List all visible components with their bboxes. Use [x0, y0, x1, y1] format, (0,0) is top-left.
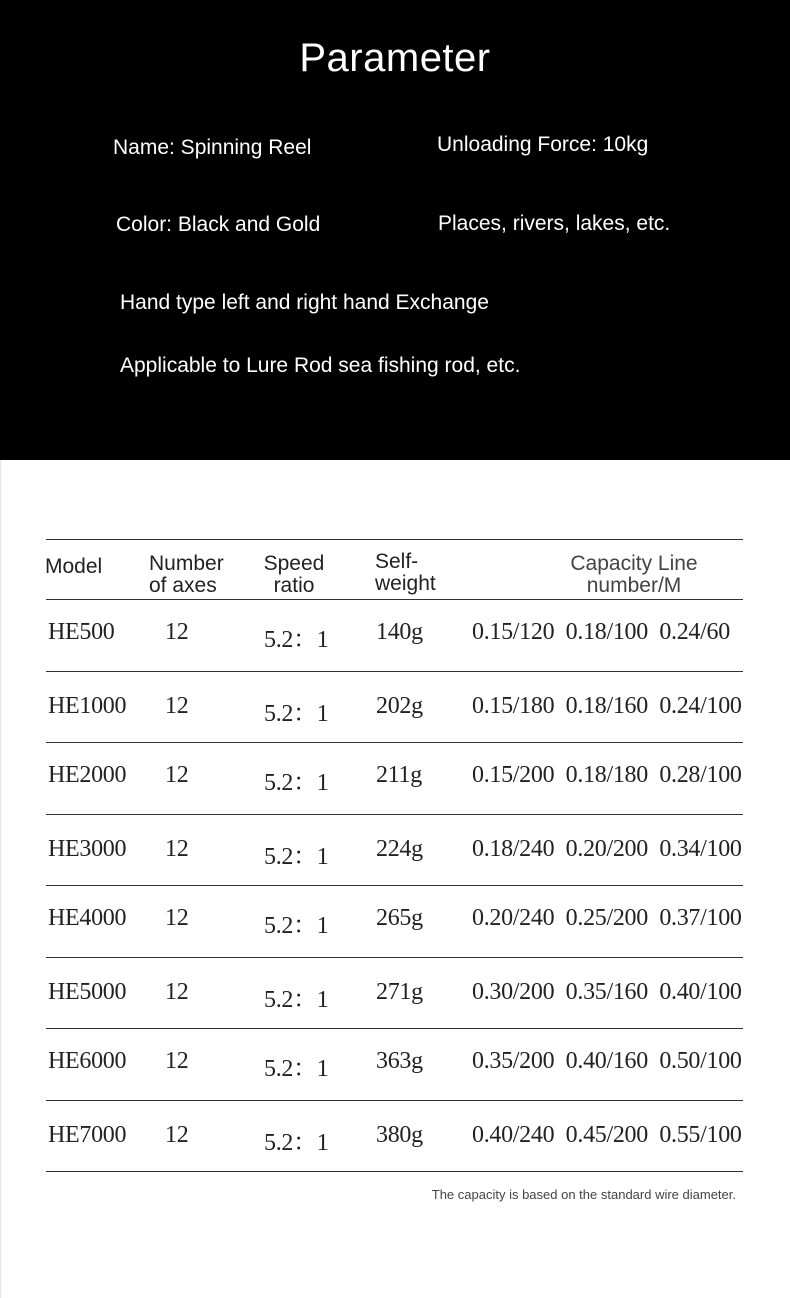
table-top-border [46, 539, 743, 540]
cell-model: HE4000 [48, 905, 127, 931]
cell-ratio: 5.2：1 [264, 844, 329, 870]
param-unloading-force: Unloading Force: 10kg [437, 133, 649, 156]
param-name: Name: Spinning Reel [113, 136, 312, 159]
header-speed-ratio: Speed ratio [263, 552, 325, 597]
param-color: Color: Black and Gold [116, 213, 321, 236]
cell-model: HE500 [48, 619, 115, 645]
cell-model: HE3000 [48, 836, 127, 862]
cell-capacity: 0.35/200 0.40/160 0.50/100 [472, 1048, 742, 1074]
header-number-of-axes: Number of axes [149, 552, 224, 597]
cell-weight: 265g [376, 905, 423, 931]
cell-model: HE7000 [48, 1122, 127, 1148]
cell-axes: 12 [165, 619, 189, 645]
table-bottom-border [46, 1171, 743, 1172]
cell-capacity: 0.20/240 0.25/200 0.37/100 [472, 905, 742, 931]
cell-weight: 211g [376, 762, 422, 788]
cell-axes: 12 [165, 905, 189, 931]
row-divider [46, 1100, 743, 1101]
row-divider [46, 1028, 743, 1029]
cell-model: HE6000 [48, 1048, 127, 1074]
header-model: Model [45, 555, 103, 578]
cell-ratio: 5.2：1 [264, 627, 329, 653]
cell-weight: 363g [376, 1048, 423, 1074]
header-capacity: Capacity Line number/M [570, 552, 698, 597]
header-self-weight: Self- weight [375, 550, 436, 595]
cell-axes: 12 [165, 1122, 189, 1148]
cell-capacity: 0.30/200 0.35/160 0.40/100 [472, 979, 742, 1005]
param-places: Places, rivers, lakes, etc. [438, 212, 671, 235]
cell-ratio: 5.2：1 [264, 770, 329, 796]
cell-capacity: 0.18/240 0.20/200 0.34/100 [472, 836, 742, 862]
param-applicable: Applicable to Lure Rod sea fishing rod, etc. [120, 354, 521, 377]
cell-axes: 12 [165, 1048, 189, 1074]
table-header-border [46, 599, 743, 600]
cell-axes: 12 [165, 762, 189, 788]
cell-ratio: 5.2：1 [264, 701, 329, 727]
row-divider [46, 742, 743, 743]
parameter-header [0, 0, 790, 460]
cell-model: HE5000 [48, 979, 127, 1005]
page-title: Parameter [299, 36, 491, 80]
row-divider [46, 885, 743, 886]
row-divider [46, 671, 743, 672]
capacity-note: The capacity is based on the standard wire diameter. [431, 1187, 736, 1202]
param-hand-type: Hand type left and right hand Exchange [120, 291, 489, 314]
cell-weight: 140g [376, 619, 423, 645]
cell-ratio: 5.2：1 [264, 913, 329, 939]
cell-ratio: 5.2：1 [264, 987, 329, 1013]
cell-weight: 202g [376, 693, 423, 719]
cell-capacity: 0.15/200 0.18/180 0.28/100 [472, 762, 742, 788]
cell-ratio: 5.2：1 [264, 1130, 329, 1156]
cell-weight: 380g [376, 1122, 423, 1148]
cell-capacity: 0.40/240 0.45/200 0.55/100 [472, 1122, 742, 1148]
cell-model: HE2000 [48, 762, 127, 788]
row-divider [46, 957, 743, 958]
cell-ratio: 5.2：1 [264, 1056, 329, 1082]
cell-axes: 12 [165, 693, 189, 719]
cell-axes: 12 [165, 979, 189, 1005]
cell-weight: 271g [376, 979, 423, 1005]
row-divider [46, 814, 743, 815]
cell-axes: 12 [165, 836, 189, 862]
cell-capacity: 0.15/120 0.18/100 0.24/60 [472, 619, 730, 645]
cell-weight: 224g [376, 836, 423, 862]
cell-model: HE1000 [48, 693, 127, 719]
cell-capacity: 0.15/180 0.18/160 0.24/100 [472, 693, 742, 719]
